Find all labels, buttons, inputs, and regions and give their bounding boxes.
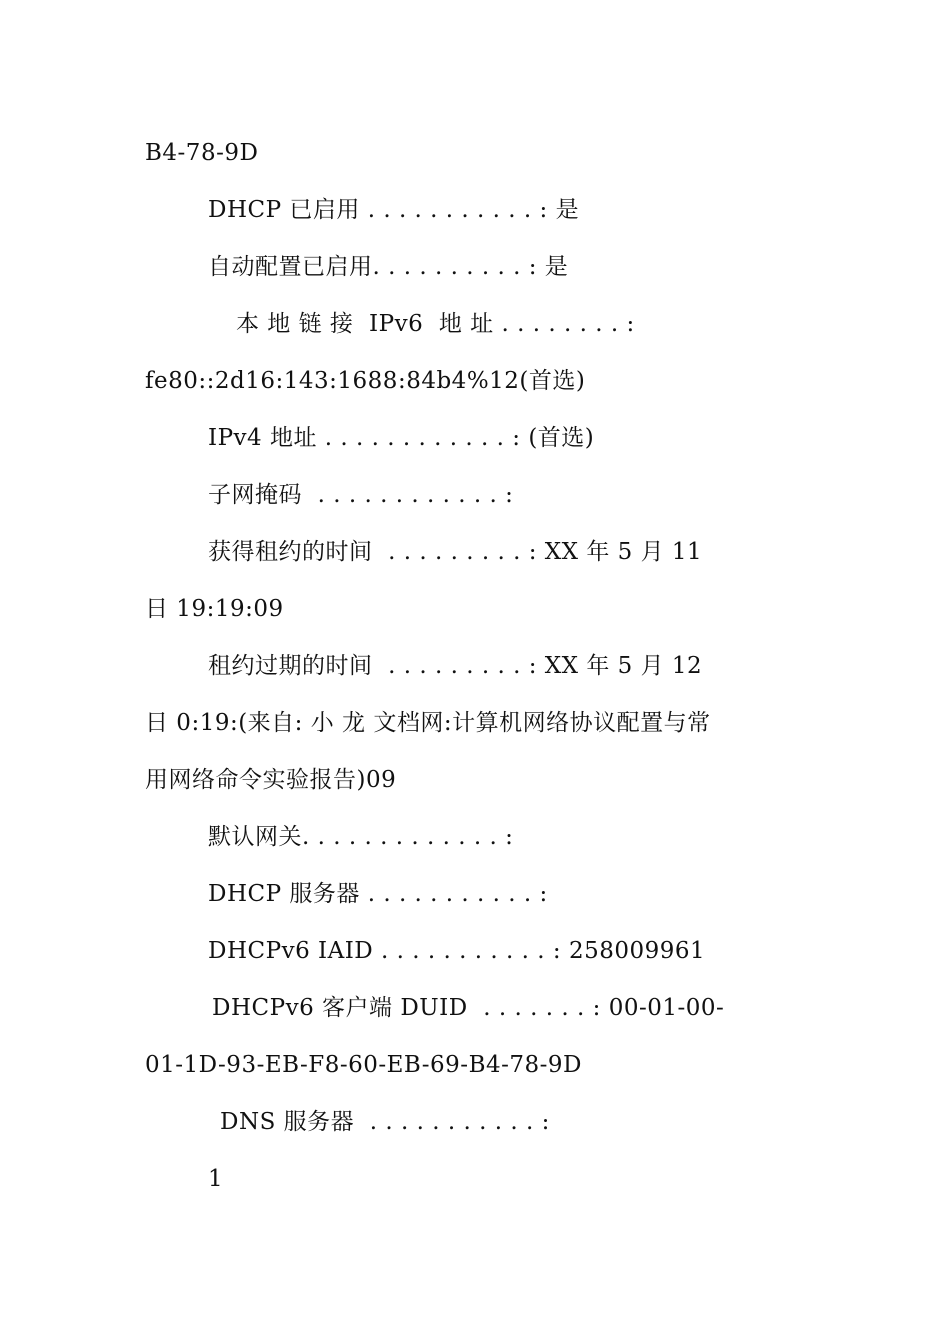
text-line: 日 19:19:09 [145,596,284,622]
text-line: 本 地 链 接 IPv6 地 址 . . . . . . . . : [236,311,635,337]
text-line: 日 0:19:(来自: 小 龙 文档网:计算机网络协议配置与常 [145,710,711,736]
text-line: DHCP 服务器 . . . . . . . . . . . : [208,881,548,907]
text-line: DHCP 已启用 . . . . . . . . . . . : 是 [208,197,580,223]
text-line: 租约过期的时间 . . . . . . . . . : XX 年 5 月 12 [208,653,703,679]
text-line: 用网络命令实验报告)09 [145,767,397,793]
text-line: 子网掩码 . . . . . . . . . . . . : [208,482,514,508]
text-line: 获得租约的时间 . . . . . . . . . : XX 年 5 月 11 [208,539,703,565]
text-line: 1 [208,1166,224,1192]
text-line: 默认网关. . . . . . . . . . . . . : [208,824,514,850]
text-line: 自动配置已启用. . . . . . . . . . : 是 [208,254,569,280]
text-line: IPv4 地址 . . . . . . . . . . . . : (首选) [208,425,595,451]
text-line: fe80::2d16:143:1688:84b4%12(首选) [145,368,586,394]
text-line: DHCPv6 IAID . . . . . . . . . . . : 258009961 [208,938,706,964]
text-line: 01-1D-93-EB-F8-60-EB-69-B4-78-9D [145,1052,582,1078]
text-line: DHCPv6 客户端 DUID . . . . . . . : 00-01-00- [212,995,725,1021]
text-line: DNS 服务器 . . . . . . . . . . . : [220,1109,550,1135]
text-line: B4-78-9D [145,140,259,166]
